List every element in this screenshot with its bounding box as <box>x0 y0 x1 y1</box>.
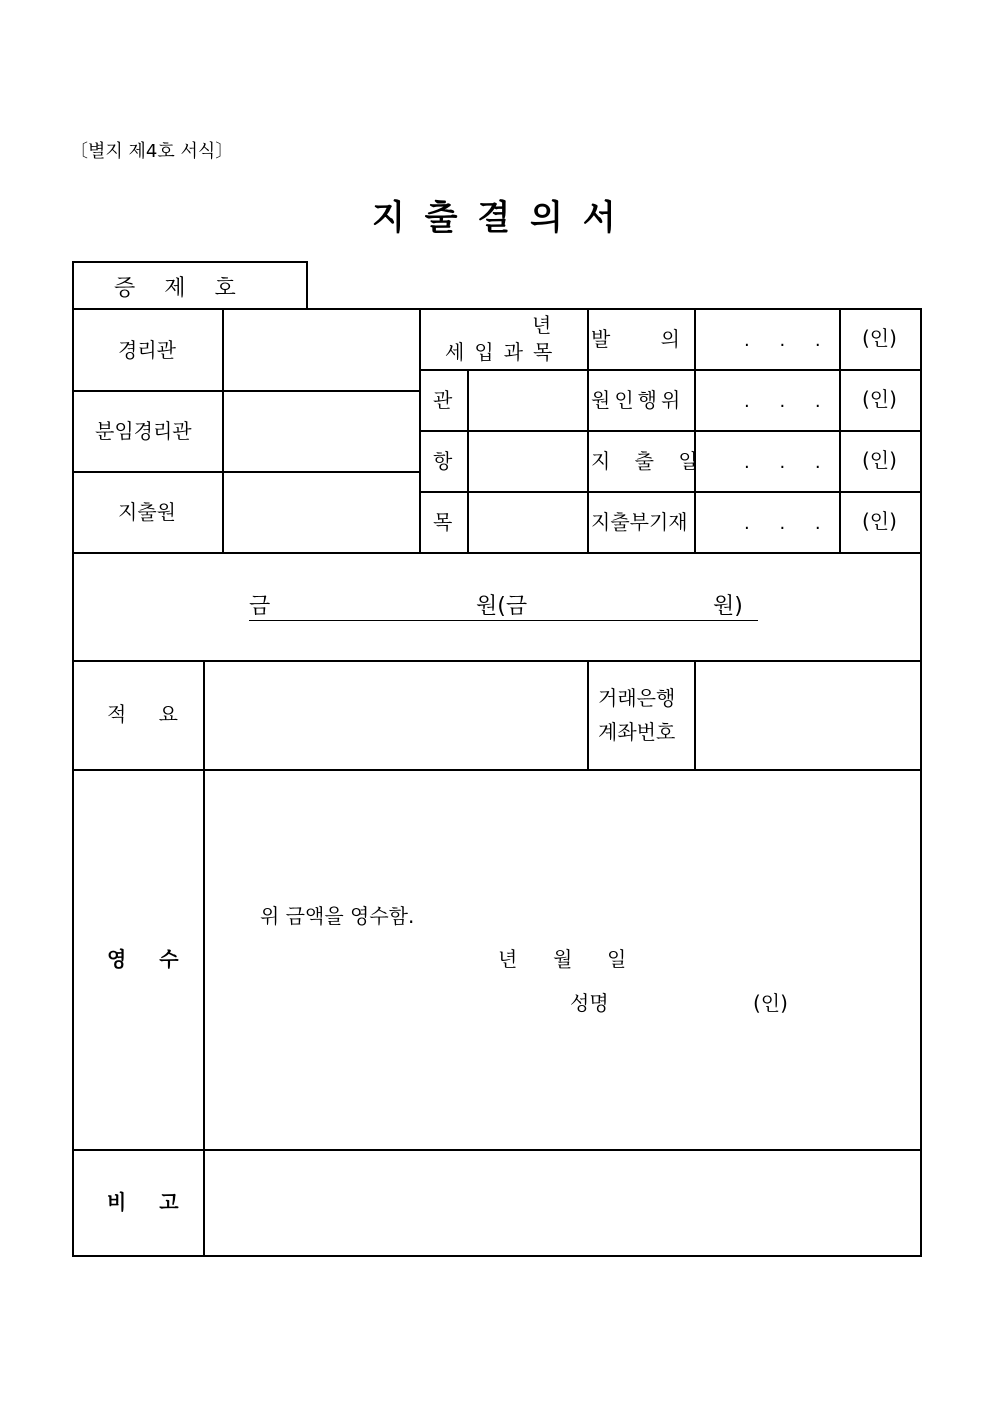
approval-label-wonin: 원인행위 <box>591 388 685 412</box>
amount-prefix: 금 <box>249 594 271 619</box>
page-title: 지 출 결 의 서 <box>372 198 616 238</box>
bank-label: 거래은행 <box>598 686 676 710</box>
budget-mok-label: 목 <box>433 510 453 534</box>
approval-seal-bugi: (인) <box>862 509 897 533</box>
voucher-number-label: 증 제 호 <box>114 276 236 301</box>
approval-date-jichulil: . . . <box>744 452 821 473</box>
receipt-seal: (인) <box>753 991 788 1015</box>
amount-suffix: 원) <box>713 594 743 619</box>
approval-label-bugi: 지출부기재 <box>591 510 688 534</box>
amount-underline <box>249 620 758 621</box>
form-note: 〔별지 제4호 서식〕 <box>70 141 234 162</box>
budget-item-label: 세입과목 <box>445 340 563 364</box>
receipt-text: 위 금액을 영수함. <box>260 904 415 928</box>
receipt-name-label: 성명 <box>570 991 609 1015</box>
gyeongrigwan-label: 경리관 <box>118 338 176 362</box>
approval-seal-jichulil: (인) <box>862 448 897 472</box>
amount-mid: 원(금 <box>476 594 528 619</box>
receipt-date-day: 일 <box>607 947 627 971</box>
remarks-label: 비 고 <box>107 1190 179 1214</box>
approval-seal-balui: (인) <box>862 326 897 350</box>
approval-date-bugi: . . . <box>744 513 821 534</box>
receipt-label: 영 수 <box>107 947 179 971</box>
bunim-gyeongrigwan-label: 분임경리관 <box>95 419 192 443</box>
account-label: 계좌번호 <box>598 720 676 744</box>
approval-label-jichulil: 지 출 일 <box>591 449 698 473</box>
budget-year-suffix: 년 <box>532 313 552 337</box>
approval-date-wonin: . . . <box>744 391 821 412</box>
summary-label: 적 요 <box>107 702 178 726</box>
budget-hang-label: 항 <box>433 449 453 473</box>
jichulwon-label: 지출원 <box>118 500 176 524</box>
budget-gwan-label: 관 <box>433 388 453 412</box>
receipt-date-month: 월 <box>553 947 573 971</box>
approval-date-balui: . . . <box>744 330 821 351</box>
approval-seal-wonin: (인) <box>862 387 897 411</box>
approval-label-balui: 발 의 <box>591 327 680 351</box>
receipt-date-year: 년 <box>498 947 518 971</box>
